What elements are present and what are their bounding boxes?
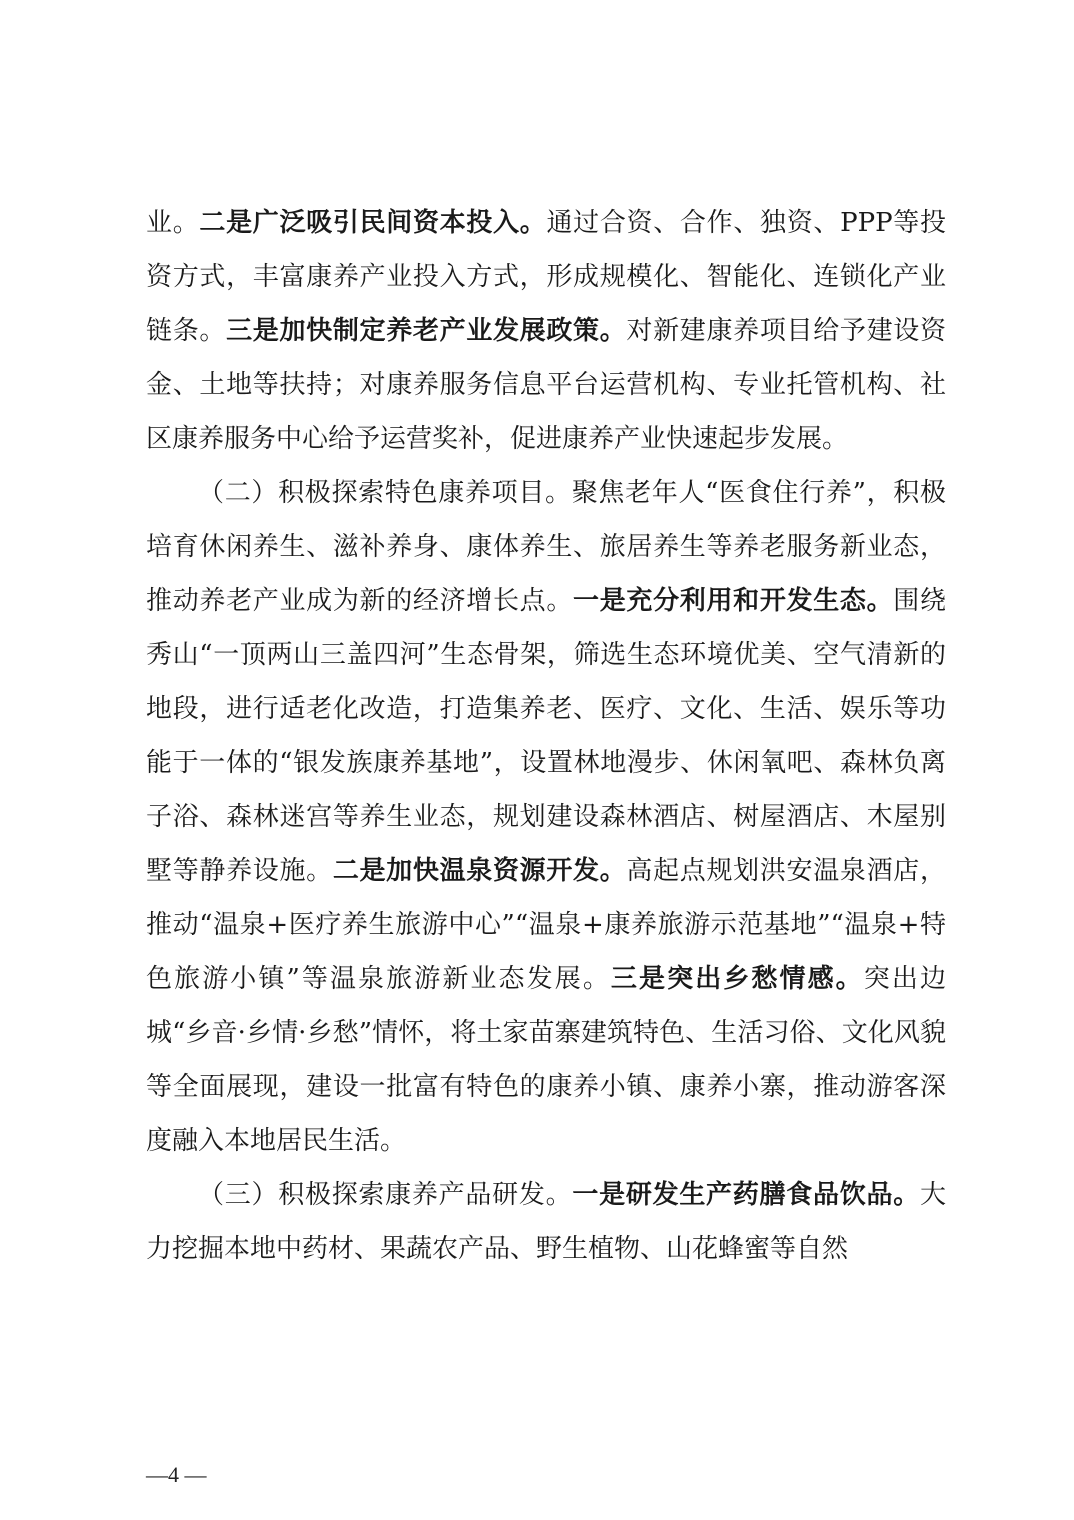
bold-heading-run: 二是加快温泉资源开发。 (332, 856, 627, 886)
text-run: 高起点规划洪安温泉酒店，推动“温泉+医疗养生旅游中心”“温泉+康养旅游示范基地”“温泉+特色旅游小镇”等温泉旅游新业态发展。 (146, 856, 946, 994)
text-run: 业。 (146, 208, 200, 238)
paragraph-3 (146, 1168, 946, 1276)
bold-heading-run: 一是充分利用和开发生态。 (573, 586, 894, 616)
text-run: 通过合资、合作、独资、PPP等投资方式，丰富康养产业投入方式，形成规模化、智能化、连锁化产业链条。 (146, 208, 946, 346)
text-run: 大力挖掘本地中药材、果蔬农产品、野生植物、山花蜂蜜等自然 (146, 1180, 946, 1264)
text-run: 对新建康养项目给予建设资金、土地等扶持；对康养服务信息平台运营机构、专业托管机构、社区康养服务中心给予运营奖补，促进康养产业快速起步发展。 (146, 316, 946, 454)
text-run: 围绕秀山“一顶两山三盖四河”生态骨架，筛选生态环境优美、空气清新的地段，进行适老化改造，打造集养老、医疗、文化、生活、娱乐等功能于一体的“银发族康养基地”，设置林地漫步、休闲氧吧、森林负离子浴、森林迷宫等养生业态，规划建设森林酒店、树屋酒店、木屋别墅等静养设施。 (146, 586, 946, 886)
paragraph-1 (146, 196, 946, 466)
bold-heading-run: 三是加快制定养老产业发展政策。 (226, 316, 627, 346)
document-body (146, 196, 946, 1276)
text-run: （二）积极探索特色康养项目。聚焦老年人“医食住行养”，积极培育休闲养生、滋补养身、康体养生、旅居养生等养老服务新业态，推动养老产业成为新的经济增长点。 (146, 478, 946, 616)
text-run: （三）积极探索康养产品研发。 (198, 1180, 573, 1210)
bold-heading-run: 三是突出乡愁情感。 (610, 964, 864, 994)
bold-heading-run: 一是研发生产药膳食品饮品。 (572, 1180, 920, 1210)
page-number: —4 — (146, 1462, 207, 1487)
paragraph-2 (146, 466, 946, 1168)
bold-heading-run: 二是广泛吸引民间资本投入。 (199, 208, 547, 238)
text-run: 突出边城“乡音·乡情·乡愁”情怀，将土家苗寨建筑特色、生活习俗、文化风貌等全面展现，建设一批富有特色的康养小镇、康养小寨，推动游客深度融入本地居民生活。 (146, 964, 946, 1156)
